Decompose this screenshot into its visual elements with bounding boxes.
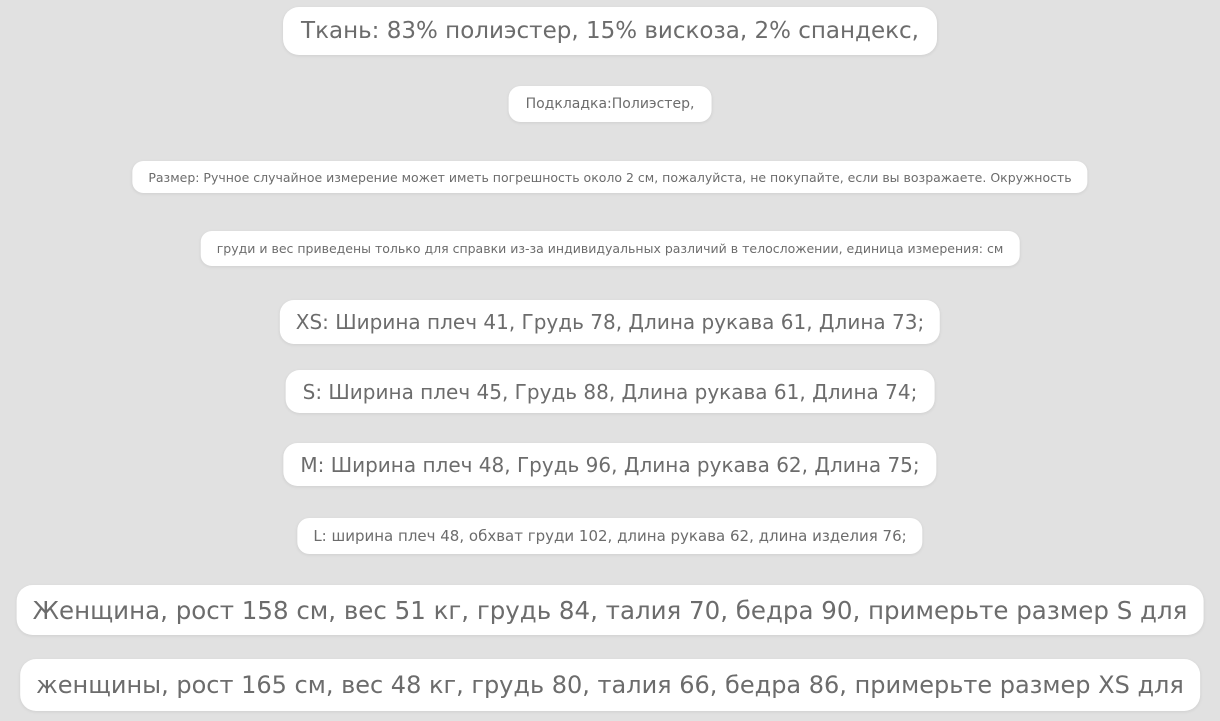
size-m-line: M: Ширина плеч 48, Грудь 96, Длина рукава 62, Длина 75; [283,443,936,486]
size-note-line-2: груди и вес приведены только для справки из-за индивидуальных различий в телосложении, единица измерения: см [201,231,1020,266]
lining-line: Подкладка:Полиэстер, [509,86,712,122]
size-xs-line: XS: Ширина плеч 41, Грудь 78, Длина рукава 61, Длина 73; [280,300,940,344]
size-l-line: L: ширина плеч 48, обхват груди 102, длина рукава 62, длина изделия 76; [297,518,922,554]
model-1-line: Женщина, рост 158 см, вес 51 кг, грудь 84, талия 70, бедра 90, примерьте размер S для [17,585,1204,635]
fabric-composition-line: Ткань: 83% полиэстер, 15% вискоза, 2% спандекс, [283,7,937,55]
model-2-line: женщины, рост 165 см, вес 48 кг, грудь 80, талия 66, бедра 86, примерьте размер XS для [20,659,1200,711]
size-note-line-1: Размер: Ручное случайное измерение может иметь погрешность около 2 см, пожалуйста, не покупайте, если вы возражаете. Окружность [132,161,1087,193]
size-s-line: S: Ширина плеч 45, Грудь 88, Длина рукава 61, Длина 74; [286,370,935,413]
